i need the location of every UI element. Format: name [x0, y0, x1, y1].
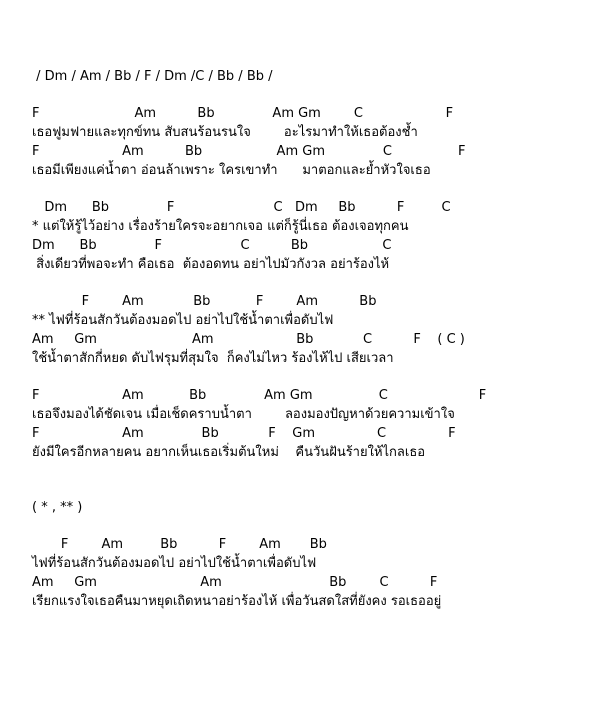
intro-chord-line: / Dm / Am / Bb / F / Dm /C / Bb / Bb / [32, 69, 273, 84]
verse1-chord-line-2: F Am Bb Am Gm C F [32, 144, 466, 159]
verse1-lyric-line-1: เธอฟูมฟายและทุกข์ทน สับสนร้อนรนใจ อะไรมาทำให้เธอต้องช้ำ [32, 125, 418, 140]
outro-chord-line-1: F Am Bb F Am Bb [32, 537, 327, 552]
repeat-marker: ( * , ** ) [32, 500, 83, 515]
prechorus-lyric-line-1: * แต่ให้รู้ไว้อย่าง เรื่องร้ายใครจะอยากเจอ แต่ก็รู้นี่เธอ ต้องเจอทุกคน [32, 219, 409, 234]
chorus-lyric-line-1: ** ไฟที่ร้อนสักวันต้องมอดไป อย่าไปใช้น้ำตาเพื่อดับไฟ [32, 313, 334, 328]
outro-chord-line-2: Am Gm Am Bb C F [32, 575, 438, 590]
chorus-chord-line-1: F Am Bb F Am Bb [32, 294, 377, 309]
prechorus-chord-line-2: Dm Bb F C Bb C [32, 238, 392, 253]
prechorus-lyric-line-2: สิ่งเดียวที่พอจะทำ คือเธอ ต้องอดทน อย่าไปมัวกังวล อย่าร้องไห้ [32, 257, 390, 272]
outro-lyric-line-1: ไฟที่ร้อนสักวันต้องมอดไป อย่าไปใช้น้ำตาเพื่อดับไฟ [32, 556, 317, 571]
verse1-lyric-line-2: เธอมีเพียงแค่น้ำตา อ่อนล้าเพราะ ใครเขาทำ มาตอกและย้ำหัวใจเธอ [32, 163, 431, 178]
verse2-lyric-line-1: เธอจึงมองได้ชัดเจน เมื่อเช็ดคราบน้ำตา ลองมองปัญหาด้วยความเข้าใจ [32, 407, 455, 422]
verse2-lyric-line-2: ยังมีใครอีกหลายคน อยากเห็นเธอเริ่มต้นใหม่ คืนวันฝันร้ายให้ไกลเธอ [32, 445, 426, 460]
verse2-chord-line-1: F Am Bb Am Gm C F [32, 388, 487, 403]
chorus-chord-line-2: Am Gm Am Bb C F ( C ) [32, 332, 465, 347]
prechorus-chord-line-1: Dm Bb F C Dm Bb F C [32, 200, 451, 215]
chorus-lyric-line-2: ใช้น้ำตาสักกี่หยด ดับไฟรุมที่สุมใจ ก็คงไม่ไหว ร้องไห้ไป เสียเวลา [32, 351, 394, 366]
verse1-chord-line-1: F Am Bb Am Gm C F [32, 106, 454, 121]
outro-lyric-line-2: เรียกแรงใจเธอคืนมาหยุดเถิดหนาอย่าร้องไห้ เพื่อวันสดใสที่ยังคง รอเธออยู่ [32, 594, 442, 609]
verse2-chord-line-2: F Am Bb F Gm C F [32, 426, 456, 441]
